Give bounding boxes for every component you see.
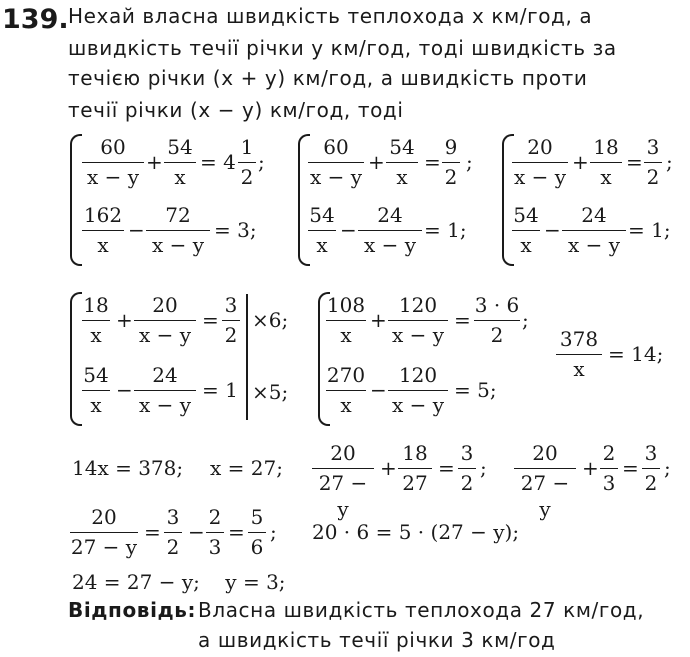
problem-line-1: Нехай власна швидкість теплохода x км/год, а bbox=[68, 4, 593, 28]
answer-line-1: Власна швидкість теплохода 27 км/год, bbox=[198, 598, 645, 622]
plus-sign: + bbox=[116, 308, 133, 332]
equals-sign: = bbox=[424, 150, 441, 174]
equation-text: 24 = 27 − y; y = 3; bbox=[72, 570, 286, 594]
equals-sign: = bbox=[228, 520, 245, 544]
fraction: 60 x − y bbox=[309, 135, 363, 189]
semicolon: ; bbox=[480, 456, 487, 480]
problem-line-3: течією річки (x + y) км/год, а швидкість проти bbox=[68, 66, 588, 90]
fraction: 60 x − y bbox=[82, 134, 144, 190]
fraction: 24 x − y bbox=[358, 202, 422, 258]
fraction: 54 x bbox=[513, 203, 539, 257]
semicolon: ; bbox=[270, 520, 277, 544]
fraction: 20 x − y bbox=[513, 135, 567, 189]
fraction: 3 2 bbox=[642, 440, 660, 496]
equation-rhs: = 14; bbox=[608, 342, 664, 366]
answer-line-2: а швидкість течії річки 3 км/год bbox=[198, 628, 556, 652]
multiplier-label: ×6; bbox=[252, 308, 289, 332]
plus-sign: + bbox=[582, 456, 599, 480]
plus-sign: + bbox=[572, 150, 589, 174]
fraction: 9 2 bbox=[442, 134, 460, 190]
multiplier-bar bbox=[246, 294, 248, 420]
fraction: 2 3 bbox=[600, 440, 618, 496]
equation-rhs: = 3; bbox=[214, 218, 257, 242]
fraction: 24 x − y bbox=[134, 362, 196, 418]
minus-sign: − bbox=[128, 218, 145, 242]
system-brace bbox=[70, 292, 82, 426]
fraction: 18 x bbox=[83, 293, 109, 347]
fraction: 3 · 6 2 bbox=[474, 293, 520, 347]
plus-sign: + bbox=[380, 456, 397, 480]
semicolon: ; bbox=[466, 150, 473, 174]
fraction: 20 27 − y bbox=[312, 440, 374, 496]
problem-line-2: швидкість течії річки y км/год, тоді швидкість за bbox=[68, 36, 617, 60]
fraction: 108 x bbox=[326, 293, 366, 347]
equation-rhs: = 1; bbox=[424, 218, 467, 242]
fraction: 162 x bbox=[83, 203, 123, 257]
fraction: 3 2 bbox=[458, 440, 476, 496]
fraction: 3 2 bbox=[644, 134, 662, 190]
fraction: 3 2 bbox=[164, 504, 182, 560]
fraction: 120 x − y bbox=[388, 362, 448, 418]
equals-sign: = bbox=[438, 456, 455, 480]
semicolon: ; bbox=[258, 150, 265, 174]
equals-sign: = bbox=[626, 150, 643, 174]
equals-sign: = bbox=[622, 456, 639, 480]
fraction: 5 6 bbox=[248, 504, 266, 560]
semicolon: ; bbox=[664, 456, 671, 480]
equation-text: x = 27; bbox=[210, 456, 283, 480]
equation-rhs: = 1; bbox=[628, 218, 671, 242]
equation-text: 20 · 6 = 5 · (27 − y); bbox=[312, 520, 520, 544]
equals-sign: = bbox=[454, 308, 471, 332]
fraction: 20 27 − y bbox=[70, 505, 138, 559]
fraction: 2 3 bbox=[206, 504, 224, 560]
plus-sign: + bbox=[146, 150, 163, 174]
fraction: 20 27 − y bbox=[514, 440, 576, 496]
fraction: 72 x − y bbox=[146, 202, 210, 258]
minus-sign: − bbox=[544, 218, 561, 242]
answer-label: Відповідь: bbox=[68, 598, 197, 622]
equals-sign: = 4 bbox=[200, 150, 236, 174]
multiplier-label: ×5; bbox=[252, 380, 289, 404]
fraction: 270 x bbox=[326, 363, 366, 417]
semicolon: ; bbox=[522, 308, 529, 332]
equals-sign: = bbox=[202, 308, 219, 332]
equation-text: 14x = 378; bbox=[72, 456, 184, 480]
fraction: 54 x bbox=[83, 363, 109, 417]
fraction: 3 2 bbox=[222, 292, 240, 348]
fraction: 54 x bbox=[309, 203, 335, 257]
fraction: 18 27 bbox=[398, 440, 432, 496]
problem-number: 139. bbox=[2, 4, 69, 35]
fraction: 54 x bbox=[164, 134, 196, 190]
fraction: 20 x − y bbox=[134, 292, 196, 348]
system-brace bbox=[70, 134, 82, 266]
equals-sign: = bbox=[144, 520, 161, 544]
problem-line-4: течії річки (x − y) км/год, тоді bbox=[68, 98, 404, 122]
fraction: 24 x − y bbox=[562, 202, 626, 258]
fraction: 378 x bbox=[556, 326, 602, 382]
fraction: 18 x bbox=[590, 134, 622, 190]
plus-sign: + bbox=[370, 308, 387, 332]
minus-sign: − bbox=[340, 218, 357, 242]
fraction: 54 x bbox=[386, 134, 418, 190]
equation-rhs: = 1 bbox=[202, 378, 238, 402]
semicolon: ; bbox=[666, 150, 673, 174]
fraction: 1 2 bbox=[238, 134, 256, 190]
plus-sign: + bbox=[368, 150, 385, 174]
fraction: 120 x − y bbox=[388, 292, 448, 348]
minus-sign: − bbox=[188, 520, 205, 544]
minus-sign: − bbox=[370, 378, 387, 402]
minus-sign: − bbox=[116, 378, 133, 402]
equation-rhs: = 5; bbox=[454, 378, 497, 402]
